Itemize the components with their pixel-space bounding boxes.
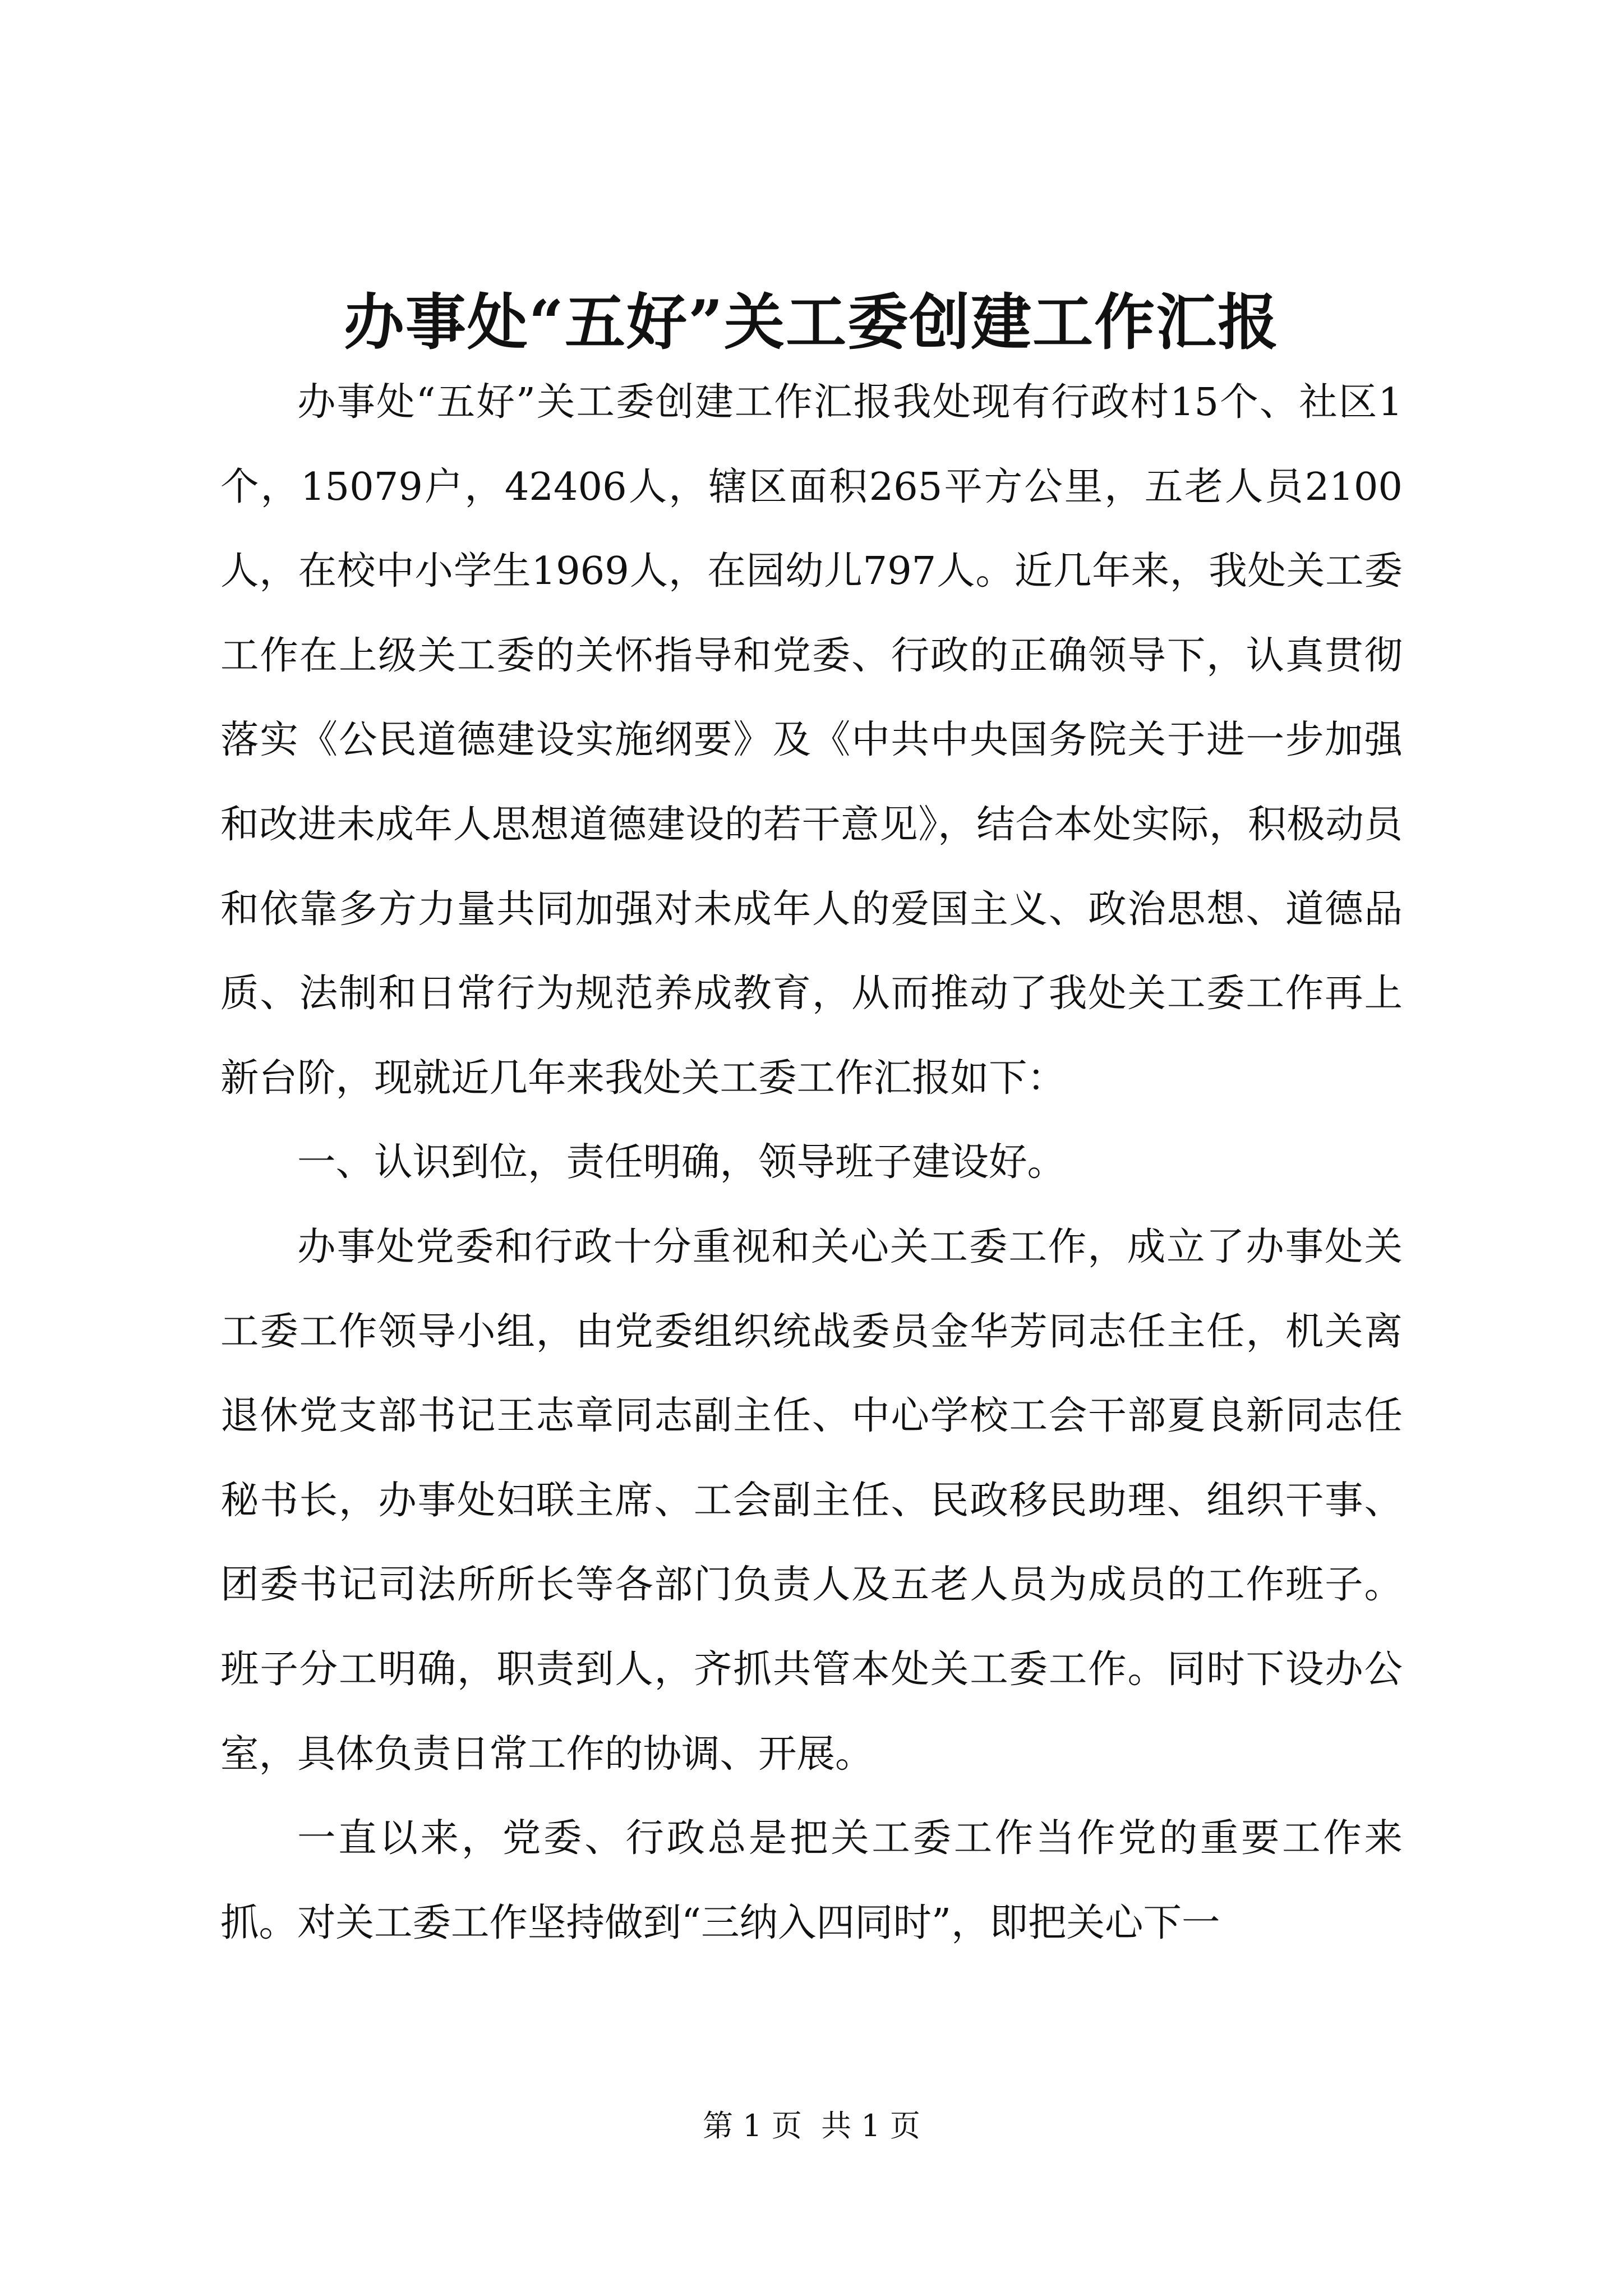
paragraph-party-work: 一直以来，党委、行政总是把关工委工作当作党的重要工作来抓。对关工委工作坚持做到“三纳入四同时”，即把关心下一 [220,1816,1403,1945]
paragraph-leadership: 办事处党委和行政十分重视和关心关工委工作，成立了办事处关工委工作领导小组，由党委组织统战委员金华芳同志任主任，机关离退休党支部书记王志章同志副主任、中心学校工会干部夏良新同志任秘书长，办事处妇联主席、工会副主任、民政移民助理、组织干事、团委书记司法所所长等各部门负责人及五老人员为成员的工作班子。班子分工明确，职责到人，齐抓共管本处关工委工作。同时下设办公室，具体负责日常工作的协调、开展。 [220,1224,1403,1777]
paragraph-intro: 办事处“五好”关工委创建工作汇报我处现有行政村15个、社区1个，15079户，42406人，辖区面积265平方公里，五老人员2100人，在校中小学生1969人，在园幼儿797人。近几年来，我处关工委工作在上级关工委的关怀指导和党委、行政的正确领导下，认真贯彻落实《公民道德建设实施纲要》及《中共中央国务院关于进一步加强和改进未成年人思想道德建设的若干意见》，结合本处实际，积极动员和依靠多方力量共同加强对未成年人的爱国主义、政治思想、道德品质、法制和日常行为规范养成教育，从而推动了我处关工委工作再上新台阶，现就近几年来我处关工委工作汇报如下： [220,380,1403,1101]
document-body [220,360,1403,1965]
section-heading-1: 一、认识到位，责任明确，领导班子建设好。 [297,1140,1066,1185]
page-number-footer: 第 1 页 共 1 页 [703,2108,920,2143]
document-title: 办事处“五好”关工委创建工作汇报 [343,287,1280,358]
